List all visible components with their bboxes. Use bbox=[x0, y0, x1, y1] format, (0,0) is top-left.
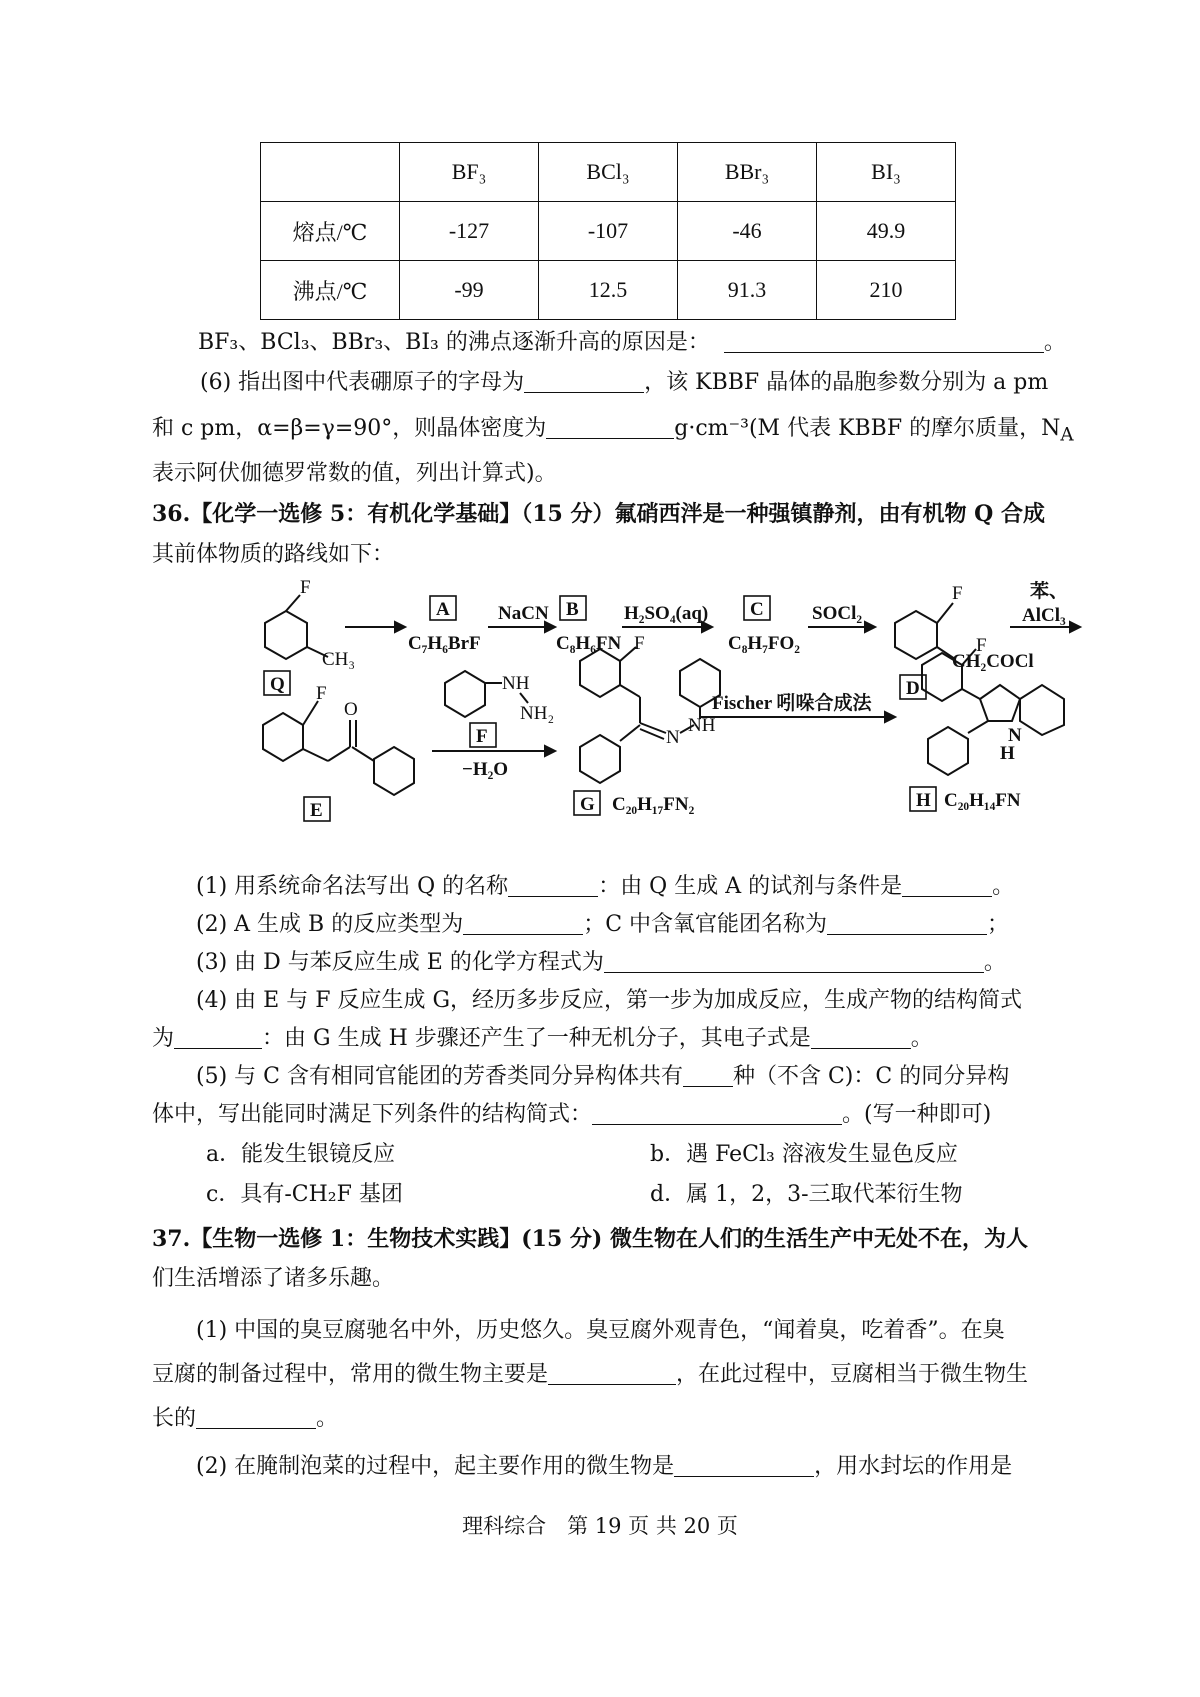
answer-blank[interactable] bbox=[463, 912, 583, 935]
fluorine-label: F bbox=[316, 683, 327, 704]
benzene-ring bbox=[580, 649, 620, 697]
fluorine-label: F bbox=[952, 583, 963, 604]
question-6-line-1: (6) 指出图中代表硼原子的字母为 ，该 KBBF 晶体的晶胞参数分别为 a pm bbox=[200, 370, 1049, 395]
table-header-cell: BI₃ bbox=[817, 143, 956, 202]
question-36-title: 36.【化学一选修 5：有机化学基础】（15 分）氟硝西泮是一种强镇静剂，由有机物 Q 合成 bbox=[152, 501, 1046, 527]
table-cell: 12.5 bbox=[539, 261, 678, 320]
question-36-4-line-2: 为 ：由 G 生成 H 步骤还产生了一种无机分子，其电子式是 。 bbox=[152, 1026, 933, 1051]
fluorine-label: F bbox=[634, 633, 645, 654]
nitrogen-label: N bbox=[666, 727, 680, 748]
answer-blank[interactable] bbox=[811, 1026, 911, 1049]
answer-blank[interactable] bbox=[524, 370, 644, 393]
answer-blank[interactable] bbox=[546, 416, 674, 439]
table-row bbox=[261, 202, 956, 261]
fluorine-label: F bbox=[976, 635, 987, 656]
option-a: a．能发生银镜反应 bbox=[206, 1142, 396, 1167]
question-37-intro: 们生活增添了诸多乐趣。 bbox=[152, 1266, 395, 1291]
question-37-2: (2) 在腌制泡菜的过程中，起主要作用的微生物是 ，用水封坛的作用是 bbox=[196, 1454, 1013, 1479]
table-cell: 210 bbox=[817, 261, 956, 320]
synthesis-scheme bbox=[0, 575, 1200, 865]
compound-label-b: B bbox=[566, 599, 579, 620]
table-corner-cell bbox=[261, 143, 400, 202]
nh-label: NH bbox=[688, 715, 716, 736]
compound-label-h: H bbox=[916, 790, 931, 811]
answer-blank[interactable] bbox=[548, 1362, 676, 1385]
row-label: 沸点/℃ bbox=[261, 261, 400, 320]
table-header-cell: BF₃ bbox=[400, 143, 539, 202]
answer-blank[interactable] bbox=[508, 874, 598, 897]
question-36-3: (3) 由 D 与苯反应生成 E 的化学方程式为 。 bbox=[196, 950, 1006, 975]
nh2-label: NH₂ bbox=[520, 703, 555, 724]
table-cell: -46 bbox=[678, 202, 817, 261]
answer-blank[interactable] bbox=[196, 1406, 316, 1429]
formula-b: C₈H₆FN bbox=[556, 633, 622, 654]
answer-blank[interactable] bbox=[724, 330, 1044, 353]
answer-blank[interactable] bbox=[674, 1454, 814, 1477]
reagent-socl2: SOCl₂ bbox=[812, 603, 863, 624]
boron-halide-table bbox=[260, 142, 956, 320]
page-footer: 理科综合 第 19 页 共 20 页 bbox=[462, 1514, 738, 1538]
reagent-benzene: 苯、 bbox=[1030, 581, 1069, 602]
nitrogen-label: N bbox=[1008, 725, 1022, 746]
benzene-ring bbox=[928, 727, 968, 775]
benzene-ring bbox=[1020, 685, 1064, 735]
question-6-line-2: 和 c pm，α=β=γ=90°，则晶体密度为 g·cm⁻³(M 代表 KBBF 的摩尔质量，$N_A$ bbox=[152, 416, 1074, 446]
question-37-title: 37.【生物一选修 1：生物技术实践】(15 分) 微生物在人们的生活生产中无处不在，为人 bbox=[152, 1226, 1028, 1252]
benzene-ring bbox=[580, 735, 620, 783]
hydrogen-label: H bbox=[1000, 743, 1015, 764]
question-6-line-3: 表示阿伏伽德罗常数的值，列出计算式)。 bbox=[152, 461, 557, 486]
option-c: c．具有-CH₂F 基团 bbox=[206, 1182, 403, 1207]
oxygen-label: O bbox=[344, 699, 358, 720]
table-cell: -127 bbox=[400, 202, 539, 261]
benzene-ring bbox=[445, 671, 485, 717]
answer-blank[interactable] bbox=[592, 1102, 842, 1125]
question-36-5-line-1: (5) 与 C 含有相同官能团的芳香类同分异构体共有 种（不含 C)：C 的同分异构 bbox=[196, 1064, 1010, 1089]
table-cell: -107 bbox=[539, 202, 678, 261]
reagent-alcl3: AlCl₃ bbox=[1022, 605, 1066, 626]
table-cell: 91.3 bbox=[678, 261, 817, 320]
table-cell: -99 bbox=[400, 261, 539, 320]
table-cell: 49.9 bbox=[817, 202, 956, 261]
table-header-cell: BBr₃ bbox=[678, 143, 817, 202]
formula-a: C₇H₆BrF bbox=[408, 633, 481, 654]
option-b: b．遇 FeCl₃ 溶液发生显色反应 bbox=[650, 1142, 958, 1167]
question-36-5-line-2: 体中，写出能同时满足下列条件的结构简式： 。(写一种即可) bbox=[152, 1102, 992, 1127]
reagent-nacn: NaCN bbox=[498, 603, 549, 624]
question-36-4-line-1: (4) 由 E 与 F 反应生成 G，经历多步反应，第一步为加成反应，生成产物的结构简式 bbox=[196, 988, 1023, 1013]
compound-label-g: G bbox=[580, 794, 595, 815]
answer-blank[interactable] bbox=[604, 950, 984, 973]
row-label: 熔点/℃ bbox=[261, 202, 400, 261]
methyl-label: CH₃ bbox=[322, 649, 356, 670]
benzene-ring bbox=[265, 611, 307, 659]
answer-blank[interactable] bbox=[174, 1026, 262, 1049]
reagent-minus-water: −H₂O bbox=[462, 759, 509, 780]
reason-question: BF₃、BCl₃、BBr₃、BI₃ 的沸点逐渐升高的原因是： 。 bbox=[198, 330, 1066, 355]
benzene-ring bbox=[374, 747, 414, 795]
question-37-1-line-3: 长的 。 bbox=[152, 1406, 339, 1431]
question-36-2: (2) A 生成 B 的反应类型为 ；C 中含氧官能团名称为 ； bbox=[196, 912, 1010, 937]
compound-label-e: E bbox=[310, 800, 323, 821]
formula-c: C₈H₇FO₂ bbox=[728, 633, 800, 654]
formula-h: C₂₀H₁₄FN bbox=[944, 790, 1021, 811]
benzene-ring bbox=[895, 611, 937, 659]
question-37-1-line-1: (1) 中国的臭豆腐驰名中外，历史悠久。臭豆腐外观青色，“闻着臭，吃着香”。在臭 bbox=[196, 1318, 1005, 1343]
reagent-h2so4: H₂SO₄(aq) bbox=[624, 603, 709, 624]
compound-label-d: D bbox=[906, 678, 920, 699]
answer-blank[interactable] bbox=[902, 874, 992, 897]
answer-blank[interactable] bbox=[827, 912, 987, 935]
acyl-chloride-label: CH₂COCl bbox=[952, 651, 1034, 672]
option-d: d．属 1，2，3-三取代苯衍生物 bbox=[650, 1182, 963, 1207]
compound-label-c: C bbox=[750, 599, 764, 620]
question-37-1-line-2: 豆腐的制备过程中，常用的微生物主要是 ，在此过程中，豆腐相当于微生物生 bbox=[152, 1362, 1029, 1387]
compound-label-a: A bbox=[436, 599, 450, 620]
question-36-1: (1) 用系统命名法写出 Q 的名称 ：由 Q 生成 A 的试剂与条件是 。 bbox=[196, 874, 1015, 899]
table-header-cell: BCl₃ bbox=[539, 143, 678, 202]
compound-label-f: F bbox=[476, 726, 488, 747]
table-row bbox=[261, 261, 956, 320]
pyrrole-ring bbox=[980, 685, 1020, 721]
answer-blank[interactable] bbox=[683, 1064, 733, 1087]
fischer-label: Fischer 吲哚合成法 bbox=[712, 693, 872, 714]
compound-label-q: Q bbox=[270, 674, 285, 695]
formula-g: C₂₀H₁₇FN₂ bbox=[612, 794, 695, 815]
nh-label: NH bbox=[502, 673, 530, 694]
question-36-intro: 其前体物质的路线如下： bbox=[152, 542, 395, 567]
fluorine-label: F bbox=[300, 577, 311, 598]
benzene-ring bbox=[263, 713, 303, 761]
table-header-row bbox=[261, 143, 956, 202]
